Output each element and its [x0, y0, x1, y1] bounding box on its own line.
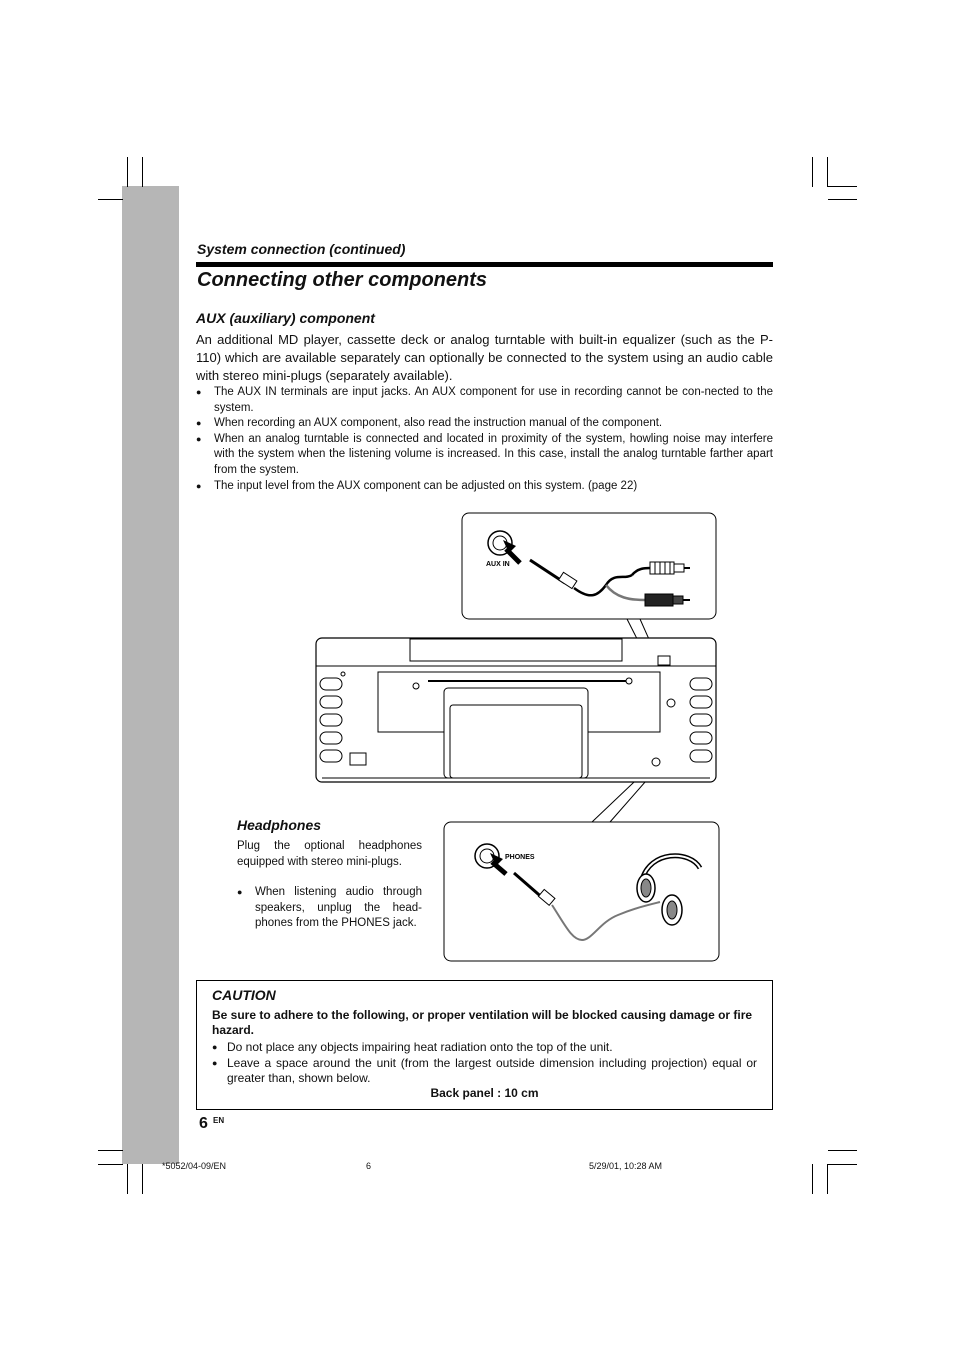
aux-intro: An additional MD player, cassette deck or analog turntable with built-in equalizer (such as the P-110) which are available separately can optionally be connected to the system using an audio cable with stereo mini-plugs (separately available).: [196, 332, 773, 383]
caution-warning: Be sure to adhere to the following, or proper ventilation will be blocked causing damage or fire hazard.: [212, 1008, 753, 1037]
phones-callout: [444, 822, 719, 961]
caution-box: [196, 980, 773, 1110]
phones-jack-unit-icon: [652, 758, 660, 766]
section-label: System connection (continued): [197, 241, 406, 257]
aux-jack-label: AUX IN: [486, 561, 510, 568]
page-number: 6: [199, 1115, 208, 1132]
rca-plug-black-icon: [645, 594, 690, 606]
list-item: ● The AUX IN terminals are input jacks. An AUX component for use in recording cannot be con-nected to the system.: [196, 385, 773, 416]
caution-title: CAUTION: [212, 987, 276, 1003]
list-item: ● Leave a space around the unit (from the largest outside dimension including projection) equal or greater than, shown below.: [212, 1056, 757, 1087]
aux-subhead: AUX (auxiliary) component: [196, 310, 375, 326]
caution-list: [212, 1040, 757, 1087]
footer-page: 6: [366, 1161, 372, 1171]
list-item: ● When recording an AUX component, also read the instruction manual of the component.: [196, 416, 773, 432]
list-item: ● Do not place any objects impairing heat radiation onto the top of the unit.: [212, 1040, 757, 1056]
rca-plug-white-icon: [650, 562, 690, 574]
headphones-text: Plug the optional headphones equipped with stereo mini-plugs.: [237, 840, 422, 868]
phones-jack-label: PHONES: [505, 854, 535, 861]
headphones-bullet-list: [237, 885, 422, 932]
list-item: ● When listening audio through speakers, unplug the head-phones from the PHONES jack.: [237, 885, 422, 932]
aux-jack-unit-icon: [667, 699, 675, 707]
aux-callout: [462, 513, 716, 619]
page-title: Connecting other components: [197, 269, 487, 291]
footer-timestamp: 5/29/01, 10:28 AM: [589, 1161, 663, 1171]
list-item: ● When an analog turntable is connected and located in proximity of the system, howling noise may interfere with the system when the listening volume is increased. In this case, install the analog turntable farther apart from the system.: [196, 432, 773, 479]
page-language: EN: [213, 1116, 225, 1125]
list-item: ● The input level from the AUX component can be adjusted on this system. (page 22): [196, 479, 773, 495]
unit-back-panel: [316, 638, 716, 782]
headphones-subhead: Headphones: [237, 817, 322, 833]
footer-code: *5052/04-09/EN: [162, 1161, 227, 1171]
caution-spec: Back panel : 10 cm: [430, 1086, 539, 1100]
